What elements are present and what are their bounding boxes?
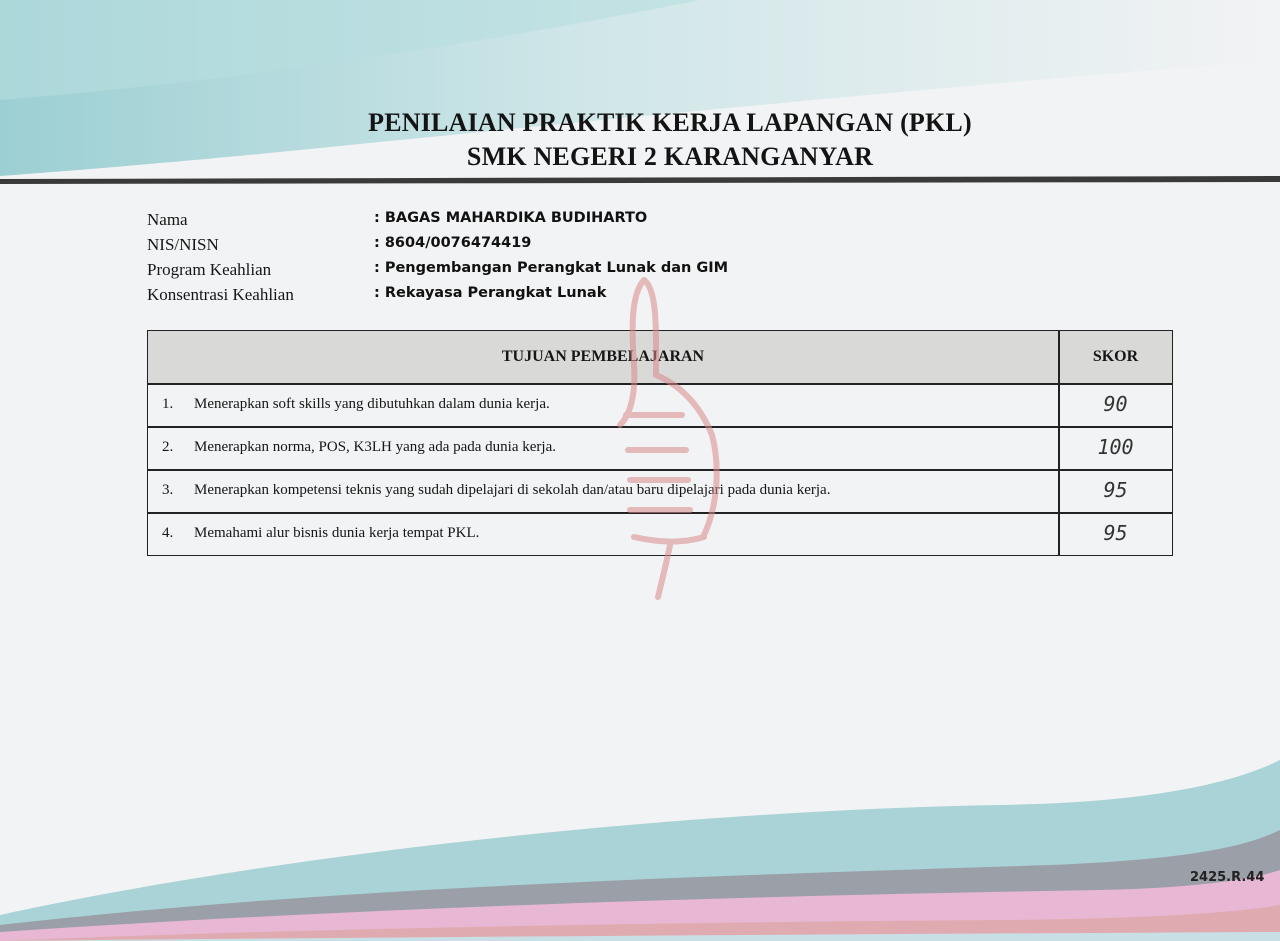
thumbs-up-icon (600, 275, 740, 605)
row-objective: Memahami alur bisnis dunia kerja tempat PKL. (194, 525, 480, 541)
header-objective: TUJUAN PEMBELAJARAN (148, 331, 1058, 383)
document-title: PENILAIAN PRAKTIK KERJA LAPANGAN (PKL) (368, 108, 972, 137)
row-number: 1. (162, 396, 174, 412)
row-objective: Menerapkan norma, POS, K3LH yang ada pada dunia kerja. (194, 439, 556, 455)
row-objective: Menerapkan kompetensi teknis yang sudah dipelajari di sekolah dan/atau baru dipelajari pada dunia kerja. (194, 482, 831, 498)
document-code: 2425.R.44 (1190, 870, 1265, 885)
program-value: : Pengembangan Perangkat Lunak dan GIM (374, 260, 729, 276)
name-value: : BAGAS MAHARDIKA BUDIHARTO (374, 210, 648, 226)
bottom-background-wave (0, 700, 1280, 941)
header-score: SKOR (1059, 331, 1172, 383)
row-objective: Menerapkan soft skills yang dibutuhkan dalam dunia kerja. (194, 396, 550, 412)
school-name: SMK NEGERI 2 KARANGANYAR (466, 142, 874, 171)
row-number: 2. (162, 439, 174, 455)
nis-label: NIS/NISN (147, 235, 219, 254)
program-label: Program Keahlian (147, 260, 272, 279)
row-number: 3. (162, 482, 174, 498)
name-label: Nama (147, 210, 188, 229)
row-score: 95 (1103, 521, 1128, 545)
header-rule (0, 176, 1280, 184)
row-number: 4. (162, 525, 174, 541)
concentration-value: : Rekayasa Perangkat Lunak (374, 285, 607, 301)
row-score: 95 (1103, 478, 1128, 502)
row-score: 90 (1103, 392, 1128, 416)
nis-value: : 8604/0076474419 (374, 235, 532, 251)
concentration-label: Konsentrasi Keahlian (147, 285, 294, 304)
row-score: 100 (1097, 435, 1134, 459)
